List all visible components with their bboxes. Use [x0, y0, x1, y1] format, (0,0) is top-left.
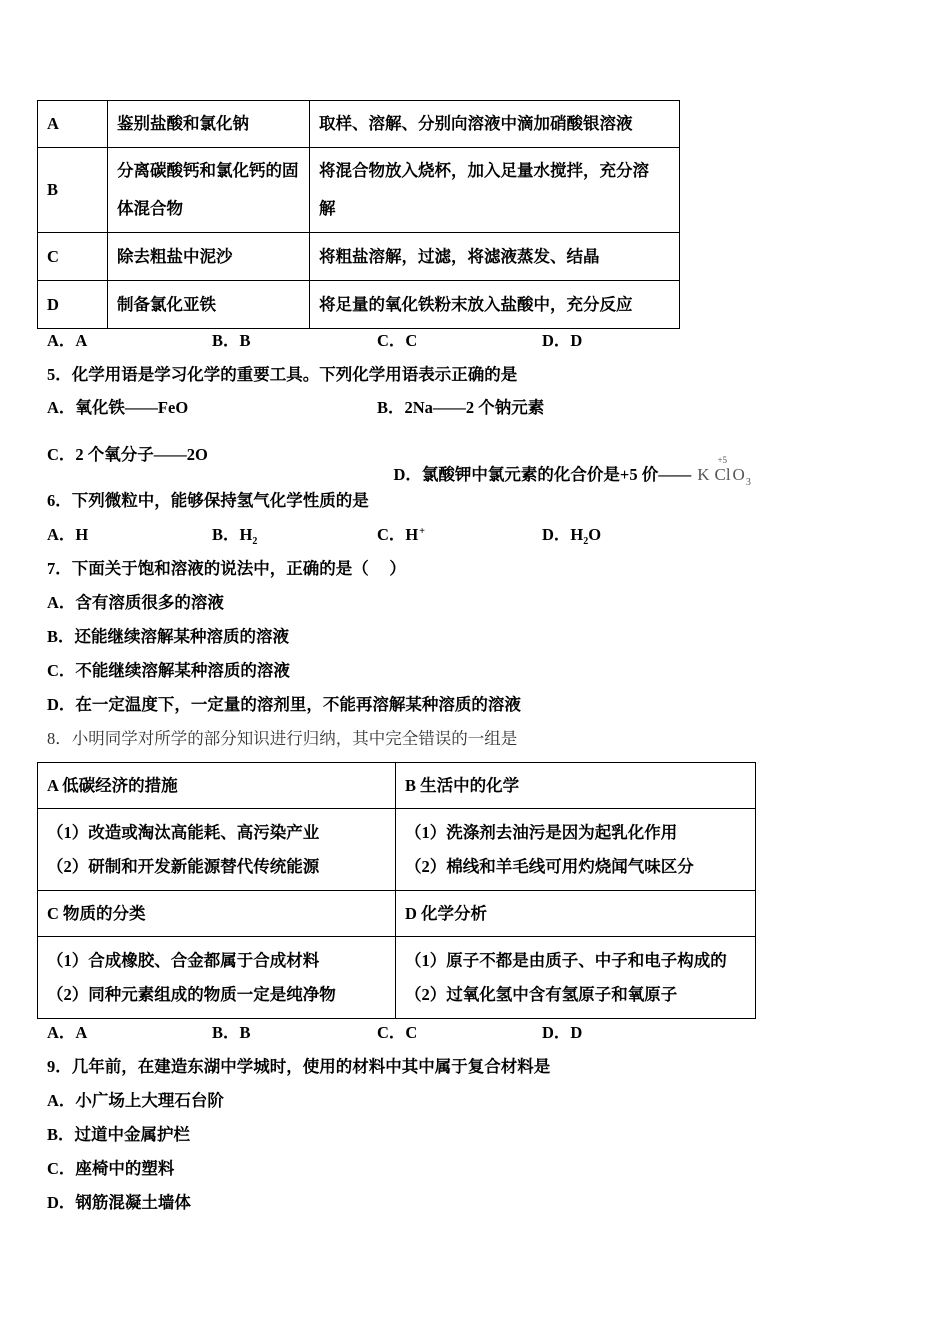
- q5-option-d-text: D．氯酸钾中氯元素的化合价是+5 价——: [393, 465, 692, 484]
- q5-stem: 5．化学用语是学习化学的重要工具。下列化学用语表示正确的是: [47, 365, 518, 384]
- q6-option-b: [212, 525, 257, 545]
- q8-option-b: B．B: [212, 1023, 251, 1042]
- row-label: C: [38, 233, 108, 281]
- option-text: C．H: [377, 525, 419, 544]
- group-item: （2）过氧化氢中含有氢原子和氧原子: [405, 984, 678, 1004]
- q4-option-a: A．A: [47, 331, 88, 350]
- formula-k: K: [697, 465, 710, 484]
- table-cell: [310, 233, 680, 281]
- group-item: （1）改造或淘汰高能耗、高污染产业: [47, 822, 320, 842]
- q5-option-a: A．氧化铁——FeO: [47, 398, 189, 417]
- group-title: D 化学分析: [396, 891, 756, 937]
- table-cell: [108, 101, 310, 148]
- group-item: （2）研制和开发新能源替代传统能源: [47, 856, 320, 876]
- table-cell: [108, 233, 310, 281]
- q5-option-b: B．2Na——2 个钠元素: [377, 398, 545, 417]
- subscript: 2: [583, 536, 589, 547]
- table-cell: [38, 937, 396, 1019]
- group-item: （1）合成橡胶、合金都属于合成材料: [47, 950, 320, 970]
- experiment-table: [37, 100, 680, 329]
- q4-option-b: B．B: [212, 331, 251, 350]
- q8-option-a: A．A: [47, 1023, 88, 1042]
- formula-cl-group: [714, 455, 731, 485]
- table-cell: [38, 809, 396, 891]
- q6-option-a: A．H: [47, 525, 89, 544]
- group-item: （1）洗涤剂去油污是因为起乳化作用: [405, 822, 678, 842]
- group-item: （2）棉线和羊毛线可用灼烧闻气味区分: [405, 856, 694, 876]
- q9-option-b: B．过道中金属护栏: [47, 1125, 191, 1144]
- table-row: [38, 763, 756, 809]
- q9-option-c: C．座椅中的塑料: [47, 1159, 175, 1178]
- table-row: [38, 148, 680, 233]
- kclo3-formula: [697, 455, 751, 488]
- group-item: （1）原子不都是由质子、中子和电子构成的: [405, 950, 727, 970]
- q7-stem: 7．下面关于饱和溶液的说法中，正确的是（ ）: [47, 559, 406, 578]
- experiment-method: 将粗盐溶解，过滤，将滤液蒸发、结晶: [319, 246, 600, 266]
- q4-option-c: C．C: [377, 331, 418, 350]
- q5-option-d: [377, 445, 751, 488]
- q9-stem: 9．几年前，在建造东湖中学城时，使用的材料中其中属于复合材料是: [47, 1057, 551, 1076]
- q6-stem: 6．下列微粒中，能够保持氢气化学性质的是: [47, 491, 369, 510]
- group-title: A 低碳经济的措施: [38, 763, 396, 809]
- experiment-method: 取样、溶解、分别向溶液中滴加硝酸银溶液: [319, 114, 633, 133]
- row-label: B: [38, 148, 108, 233]
- table-row: [38, 891, 756, 937]
- experiment-purpose: 制备氯化亚铁: [117, 294, 216, 314]
- table-row: [38, 101, 680, 148]
- table-cell: [396, 809, 756, 891]
- q7-option-d: D．在一定温度下，一定量的溶剂里，不能再溶解某种溶质的溶液: [47, 695, 521, 714]
- experiment-method: 将足量的氧化铁粉末放入盐酸中，充分反应: [319, 294, 633, 314]
- q8-option-c: C．C: [377, 1023, 418, 1042]
- valence-label: +5: [717, 455, 728, 465]
- table-row: [38, 281, 680, 329]
- q4-option-d: D．D: [542, 331, 583, 350]
- table-cell: [108, 281, 310, 329]
- q6-option-c: [377, 525, 425, 545]
- table-cell: [108, 148, 310, 233]
- experiment-purpose: 分离碳酸钙和氯化钙的固体混合物: [117, 161, 299, 218]
- q9-option-a: A．小广场上大理石台阶: [47, 1091, 224, 1110]
- table-row: [38, 233, 680, 281]
- experiment-purpose: 鉴别盐酸和氯化钠: [117, 114, 249, 133]
- table-row: [38, 937, 756, 1019]
- group-item: （2）同种元素组成的物质一定是纯净物: [47, 984, 336, 1004]
- group-title: B 生活中的化学: [396, 763, 756, 809]
- formula-o: O: [732, 465, 745, 484]
- q6-option-d: [542, 525, 601, 545]
- table-cell: [310, 281, 680, 329]
- q7-option-b: B．还能继续溶解某种溶质的溶液: [47, 627, 290, 646]
- q8-stem: 8．小明同学对所学的部分知识进行归纳，其中完全错误的一组是: [47, 729, 518, 748]
- option-text: D．H: [542, 525, 584, 544]
- q5-option-c: C．2 个氧分子——2O: [47, 445, 208, 464]
- table-row: [38, 809, 756, 891]
- option-text: B．H: [212, 525, 253, 544]
- option-text-tail: O: [588, 525, 602, 544]
- experiment-purpose: 除去粗盐中泥沙: [117, 246, 233, 266]
- q8-option-d: D．D: [542, 1023, 583, 1042]
- subscript: 2: [252, 536, 258, 547]
- q7-option-c: C．不能继续溶解某种溶质的溶液: [47, 661, 290, 680]
- group-title: C 物质的分类: [38, 891, 396, 937]
- q9-option-d: D．钢筋混凝土墙体: [47, 1193, 191, 1212]
- formula-subscript: 3: [745, 477, 751, 488]
- knowledge-summary-table: [37, 762, 756, 1019]
- row-label: A: [38, 101, 108, 148]
- row-label: D: [38, 281, 108, 329]
- table-cell: [396, 937, 756, 1019]
- superscript: +: [419, 526, 425, 537]
- q7-option-a: A．含有溶质很多的溶液: [47, 593, 224, 612]
- formula-cl: Cl: [714, 465, 731, 484]
- experiment-method: 将混合物放入烧杯，加入足量水搅拌，充分溶解: [319, 161, 649, 218]
- table-cell: [310, 148, 680, 233]
- table-cell: [310, 101, 680, 148]
